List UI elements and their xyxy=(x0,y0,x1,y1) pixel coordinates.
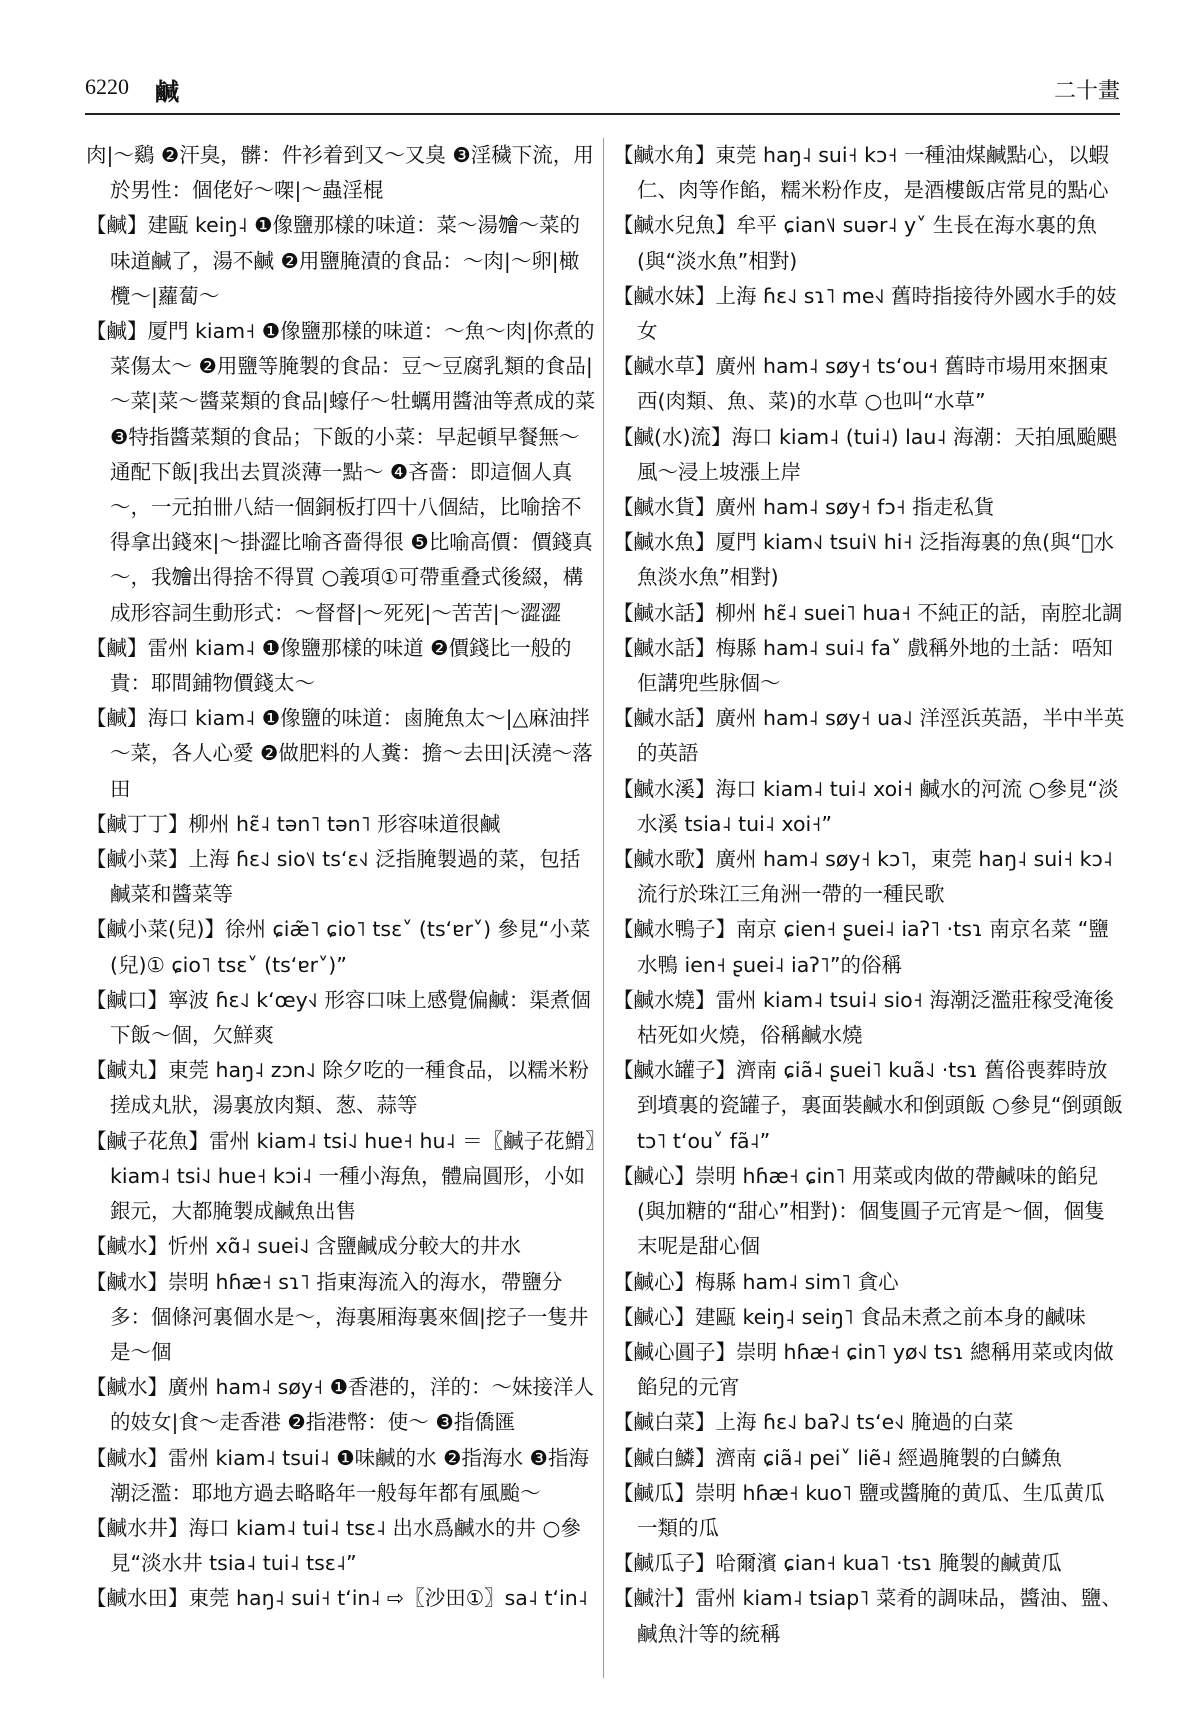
dictionary-entry: 【鹹小菜(兒)】徐州 ɕiæ̃˥ ɕio˥ tsɛ˅ (tsʻɐr˅) 參見“小菜(兒)① ɕio˥ tsɛ˅ (tsʻɐr˅)” xyxy=(86,917,591,977)
column-divider xyxy=(603,138,604,1678)
dictionary-entry: 【鹹】雷州 kiam˨ ❶像鹽那樣的味道 ❷價錢比一般的貴：耶間鋪物價錢太～ xyxy=(86,635,572,696)
dictionary-entry: 【鹹汁】雷州 kiam˨ tsiap˥ 菜肴的調味品，醬油、鹽、鹹魚汁等的統稱 xyxy=(613,1586,1122,1646)
dictionary-entry: 【鹹水燒】雷州 kiam˨ tsui˨ sio˧ 海潮泛濫莊稼受淹後枯死如火燒，俗稱鹹水燒 xyxy=(613,987,1114,1048)
dictionary-entry: 【鹹白菜】上海 ɦɛ˨˩ baʔ˨˩ tsʻe˧˩ 腌過的白菜 xyxy=(613,1410,1014,1435)
dictionary-entry: 【鹹水井】海口 kiam˨ tui˨ tsɛ˨ 出水爲鹹水的井 ○參見“淡水井 tsia˨ tui˨ tsɛ˨” xyxy=(86,1515,581,1576)
dictionary-entry: 【鹹小菜】上海 ɦɛ˨˩ sio˥˩ tsʻɛ˧˩ 泛指腌製過的菜，包括鹹菜和醬菜等 xyxy=(86,847,581,907)
dictionary-entry: 【鹹】厦門 kiam˧ ❶像鹽那樣的味道：～魚～肉|你煮的菜傷太～ ❷用鹽等腌製的食品：豆～豆腐乳類的食品|～菜|菜～醬菜類的食品|蠔仔～牡蠣用醬油等煮成的菜 ❸特指醬菜類的食品；下飯的小菜：早起頓早餐無～通配下飯|我出去買淡薄一點～ ❹吝嗇：即這個人真～，一元拍卌八結一個銅板打四十八個結，比喻捨不得拿出錢來|～掛澀比喻吝嗇得很 ❺比喻高價：價錢真～，我𣍐出得捨不得買 ○義項①可帶重叠式後綴，構成形容詞生動形式：～督督|～死死|～苦苦|～澀澀 xyxy=(86,319,596,625)
dictionary-entry: 【鹹口】寧波 ɦɛ˨˩ kʻœy˧˩ 形容口味上感覺偏鹹：渠煮個下飯～個，欠鮮爽 xyxy=(86,987,591,1048)
dictionary-entry: 【鹹水話】梅縣 ham˨ sui˨ fa˅ 戲稱外地的土話：唔知佢講兜些脉個～ xyxy=(613,635,1113,696)
dictionary-entry: 【鹹水草】廣州 ham˨ søy˧ tsʻou˧ 舊時市場用來捆東西(肉類、魚、菜)的水草 ○也叫“水草” xyxy=(613,354,1109,414)
dictionary-entry: 【鹹心圓子】崇明 hɦæ˧ ɕin˥ yø˧˩ tsɿ 總稱用菜或肉做餡兒的元宵 xyxy=(613,1339,1114,1400)
dictionary-entry: 【鹹】建甌 keiŋ˨ ❶像鹽那樣的味道：菜～湯𣍐～菜的味道鹹了，湯不鹹 ❷用鹽腌漬的食品：～肉|～卵|橄欖～|蘿蔔～ xyxy=(86,213,580,308)
dictionary-entry: 【鹹水鴨子】南京 ɕien˧ ʂuei˨ iaʔ˥ ·tsɿ 南京名菜 “鹽水鴨 ien˧ ʂuei˨ iaʔ˥”的俗稱 xyxy=(613,917,1109,977)
dictionary-entry: 【鹹水溪】海口 kiam˨ tui˨ xoi˧ 鹹水的河流 ○參見“淡水溪 tsia˨ tui˨ xoi˧” xyxy=(613,776,1119,836)
dictionary-entry: 【鹹水】崇明 hɦæ˧ sɿ˥ 指東海流入的海水，帶鹽分多：個條河裏個水是～，海裏厢海裏來個|挖子一隻井是～個 xyxy=(86,1269,589,1364)
dictionary-entry: 【鹹瓜】崇明 hɦæ˧ kuo˥ 鹽或醬腌的黄瓜、生瓜黄瓜一類的瓜 xyxy=(613,1480,1105,1540)
dictionary-entry: 【鹹水罐子】濟南 ɕiã˨ ʂuei˥ kuã˨˩ ·tsɿ 舊俗喪葬時放到墳裏的瓷罐子，裏面裝鹹水和倒頭飯 ○參見“倒頭飯 tɔ˥ tʻou˅ fã˨” xyxy=(613,1058,1124,1153)
dictionary-entry: 【鹹子花魚】雷州 kiam˨ tsi˨˩ hue˧ hu˨ ＝〖鹹子花䱻〗kiam˨ tsi˨˩ hue˧ kɔi˨ 一種小海魚，體扁圓形，小如銀元，大都腌製成鹹魚出售 xyxy=(86,1128,596,1224)
dictionary-entry: 【鹹水魚】厦門 kiam˧˩ tsui˥˩ hi˧ 泛指海裏的魚(與“𣽎水魚淡水魚”相對) xyxy=(613,530,1115,590)
dictionary-entry: 【鹹水角】東莞 haŋ˨ sui˧ kɔ˧ 一種油煤鹹點心，以蝦仁、肉等作餡，糯米粉作皮，是酒樓飯店常見的點心 xyxy=(613,143,1109,203)
dictionary-entry: 【鹹水話】柳州 hɛ̃˨ suei˥ hua˧ 不純正的話，南腔北調 xyxy=(613,600,1123,625)
dictionary-entry: 【鹹水田】東莞 haŋ˨ sui˧ tʻin˨ ⇨〖沙田①〗sa˨ tʻin˨ xyxy=(86,1586,588,1611)
running-headword: 鹹 xyxy=(155,78,179,106)
page-number: 6220 xyxy=(85,74,129,99)
dictionary-entry: 【鹹水】雷州 kiam˨ tsui˨ ❶味鹹的水 ❷指海水 ❸指海潮泛濫：耶地方過去略略年一般每年都有風颱～ xyxy=(86,1445,589,1505)
dictionary-entry: 【鹹】海口 kiam˨ ❶像鹽的味道：鹵腌魚太～|△麻油拌～菜，各人心愛 ❷做肥料的人糞：擔～去田|沃澆～落田 xyxy=(86,706,593,801)
dictionary-entry: 肉|～鷄 ❷汗臭，髒：件衫着到又～又臭 ❸淫穢下流，用於男性：個佬好～㗎|～蟲淫棍 xyxy=(86,143,594,203)
dictionary-entry: 【鹹水貨】廣州 ham˨ søy˧ fɔ˧ 指走私貨 xyxy=(613,495,995,520)
dictionary-entry: 【鹹丸】東莞 haŋ˨ zɔn˨˩ 除夕吃的一種食品，以糯米粉搓成丸狀，湯裏放肉類、葱、蒜等 xyxy=(86,1058,589,1118)
right-column xyxy=(613,138,1125,1652)
dictionary-entry: 【鹹水】忻州 xɑ̃˨ suei˨˩ 含鹽鹹成分較大的井水 xyxy=(86,1234,521,1259)
dictionary-entry: 【鹹水話】廣州 ham˨ søy˧ ua˨˩ 洋涇浜英語，半中半英的英語 xyxy=(613,706,1125,766)
dictionary-entry: 【鹹水】廣州 ham˨ søy˧ ❶香港的，洋的：～妹接洋人的妓女|食～走香港 ❷指港幣：使～ ❸指僑匯 xyxy=(86,1375,595,1435)
stroke-section: 二十畫 xyxy=(1053,79,1120,104)
dictionary-entry: 【鹹(水)流】海口 kiam˨ (tui˨) lau˨ 海潮：天拍風颱颶風～浸上坡漲上岸 xyxy=(613,424,1117,484)
dictionary-entry: 【鹹水妹】上海 ɦɛ˨˩ sɿ˥ me˧˩ 舊時指接待外國水手的妓女 xyxy=(613,283,1117,344)
dictionary-entry: 【鹹瓜子】哈爾濱 ɕian˧ kua˥ ·tsɿ 腌製的鹹黄瓜 xyxy=(613,1551,1062,1576)
dictionary-entry: 【鹹心】崇明 hɦæ˧ ɕin˥ 用菜或肉做的帶鹹味的餡兒(與加糖的“甜心”相對)：個隻圓子元宵是～個，個隻末呢是甜心個 xyxy=(613,1163,1105,1259)
dictionary-entry: 【鹹白鱗】濟南 ɕiã˨ pei˅ liẽ˨ 經過腌製的白鱗魚 xyxy=(613,1445,1062,1470)
left-column xyxy=(86,138,598,1617)
dictionary-entry: 【鹹水歌】廣州 ham˨ søy˧ kɔ˥，東莞 haŋ˨ sui˧ kɔ˨ 流行於珠江三角洲一帶的一種民歌 xyxy=(613,847,1113,907)
header-rule xyxy=(85,113,1120,115)
page-header xyxy=(85,74,1120,116)
dictionary-entry: 【鹹水兒魚】牟平 ɕian˥˩ suər˨ y˅ 生長在海水裏的魚(與“淡水魚”相對) xyxy=(613,213,1097,273)
dictionary-entry: 【鹹丁丁】柳州 hɛ̃˨ tən˥ tən˥ 形容味道很鹹 xyxy=(86,811,501,836)
dictionary-entry: 【鹹心】梅縣 ham˨ sim˥ 貪心 xyxy=(613,1269,899,1294)
dictionary-entry: 【鹹心】建甌 keiŋ˨ seiŋ˥ 食品未煮之前本身的鹹味 xyxy=(613,1304,1086,1329)
